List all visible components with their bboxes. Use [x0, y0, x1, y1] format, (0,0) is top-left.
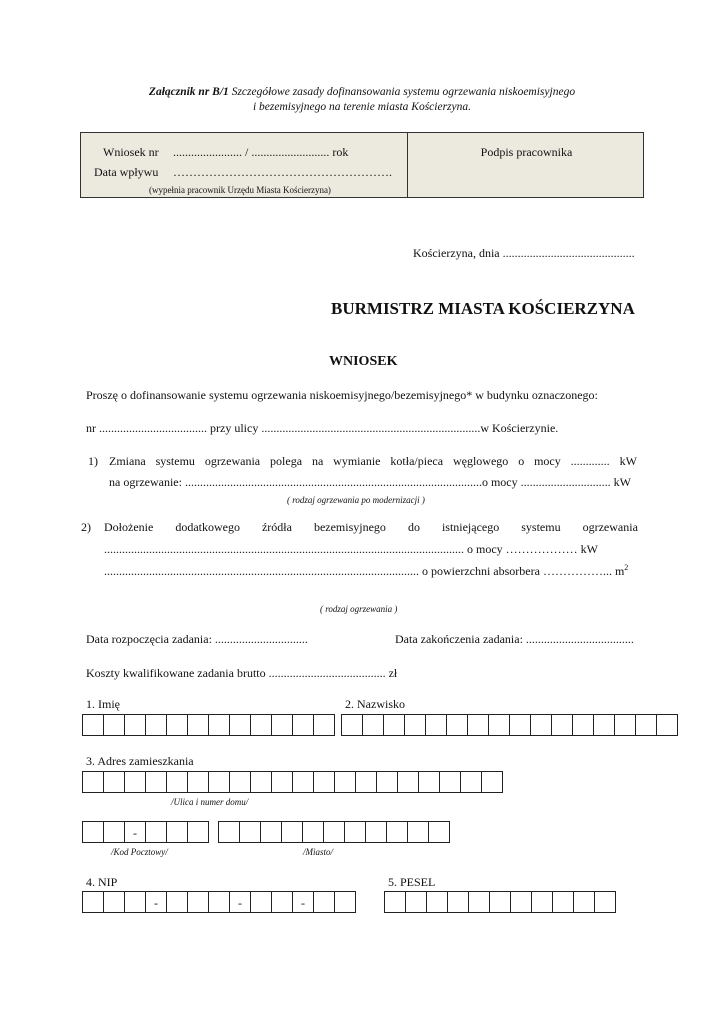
- postal-code-boxes[interactable]: [82, 821, 209, 843]
- char-box[interactable]: [447, 891, 469, 913]
- char-box[interactable]: [313, 771, 335, 793]
- char-box[interactable]: [530, 714, 552, 736]
- option2-word: bezemisyjnego: [313, 520, 386, 534]
- char-box[interactable]: [572, 714, 594, 736]
- char-box[interactable]: [439, 771, 461, 793]
- char-box[interactable]: [82, 891, 104, 913]
- building-address-field[interactable]: nr .................................... przy ulicy .........................................................................w Kościerzynie.: [86, 421, 559, 435]
- office-note: (wypełnia pracownik Urzędu Miasta Kościerzyna): [149, 185, 331, 195]
- char-box[interactable]: [509, 714, 531, 736]
- char-box[interactable]: [103, 771, 125, 793]
- char-box[interactable]: [82, 714, 104, 736]
- end-date-field[interactable]: Data zakończenia zadania: ....................................: [395, 632, 634, 646]
- char-box[interactable]: [334, 771, 356, 793]
- option2-word: ogrzewania: [582, 520, 638, 534]
- char-box[interactable]: [166, 714, 188, 736]
- option2-word: systemu: [521, 520, 561, 534]
- char-box[interactable]: [250, 771, 272, 793]
- char-box[interactable]: [510, 891, 532, 913]
- char-box[interactable]: [208, 891, 230, 913]
- received-date-field[interactable]: ……………………………………………….: [173, 165, 392, 179]
- pesel-label: 5. PESEL: [388, 875, 436, 889]
- option1-word: ogrzewania: [204, 454, 261, 468]
- char-box[interactable]: [82, 821, 104, 843]
- char-box[interactable]: [362, 714, 384, 736]
- char-box[interactable]: [341, 714, 363, 736]
- char-box[interactable]: [614, 714, 636, 736]
- option1-line1: [109, 454, 637, 469]
- city-boxes[interactable]: [218, 821, 450, 843]
- char-box[interactable]: [281, 821, 303, 843]
- eligible-costs-field[interactable]: Koszty kwalifikowane zadania brutto ....................................... zł: [86, 666, 398, 680]
- char-box[interactable]: [405, 891, 427, 913]
- char-box[interactable]: [208, 771, 230, 793]
- char-box[interactable]: [376, 771, 398, 793]
- last-name-label: 2. Nazwisko: [345, 697, 405, 711]
- char-box[interactable]: [635, 714, 657, 736]
- char-box[interactable]: [292, 771, 314, 793]
- addressee: BURMISTRZ MIASTA KOŚCIERZYNA: [331, 299, 635, 318]
- char-box[interactable]: [103, 891, 125, 913]
- postal-code-caption: /Kod Pocztowy/: [111, 847, 168, 857]
- last-name-boxes[interactable]: [341, 714, 678, 736]
- char-box[interactable]: [418, 771, 440, 793]
- char-box[interactable]: [124, 891, 146, 913]
- char-box[interactable]: [656, 714, 678, 736]
- option2-word: istniejącego: [441, 520, 500, 534]
- annex-label: Załącznik nr B/1: [148, 86, 229, 98]
- option1-word: na: [311, 454, 324, 468]
- char-box[interactable]: [313, 891, 335, 913]
- char-box[interactable]: [124, 714, 146, 736]
- char-box[interactable]: [302, 821, 324, 843]
- square-unit-sup: 2: [624, 563, 629, 572]
- char-box[interactable]: [446, 714, 468, 736]
- char-box[interactable]: [323, 821, 345, 843]
- char-box[interactable]: [166, 821, 188, 843]
- option1-word: systemu: [155, 454, 195, 468]
- char-box[interactable]: [103, 821, 125, 843]
- char-box[interactable]: [428, 821, 450, 843]
- application-number-label: Wniosek nr: [103, 145, 159, 159]
- option1-word: polega: [270, 454, 303, 468]
- char-box[interactable]: [594, 891, 616, 913]
- char-box[interactable]: [229, 771, 251, 793]
- absorber-area-text: ......................................................................................................... o powierzchni absorbera ……………... m: [104, 564, 625, 578]
- char-box[interactable]: [355, 771, 377, 793]
- char-box[interactable]: [145, 771, 167, 793]
- char-box[interactable]: [260, 821, 282, 843]
- start-date-field[interactable]: Data rozpoczęcia zadania: ...............................: [86, 632, 308, 646]
- postal-dash: -: [124, 821, 146, 843]
- char-box[interactable]: [187, 821, 209, 843]
- first-name-boxes[interactable]: [82, 714, 335, 736]
- nip-dash: -: [229, 891, 251, 913]
- char-box[interactable]: [481, 771, 503, 793]
- form-title: WNIOSEK: [329, 354, 398, 369]
- char-box[interactable]: [489, 891, 511, 913]
- request-line1: Proszę o dofinansowanie systemu ogrzewania niskoemisyjnego/bezemisyjnego* w budynku oznaczonego:: [86, 388, 598, 402]
- char-box[interactable]: [166, 891, 188, 913]
- char-box[interactable]: [407, 821, 429, 843]
- char-box[interactable]: [425, 714, 447, 736]
- char-box[interactable]: [365, 821, 387, 843]
- char-box[interactable]: [404, 714, 426, 736]
- option1-word: wymianie: [333, 454, 381, 468]
- new-heating-field[interactable]: na ogrzewanie: ...................................................................................................o mocy .............................. kW: [109, 475, 631, 489]
- option1-word: węglowego: [452, 454, 509, 468]
- option2-caption: ( rodzaj ogrzewania ): [320, 604, 398, 614]
- box-divider: [407, 133, 408, 197]
- office-use-box: [80, 132, 644, 198]
- address-label: 3. Adres zamieszkania: [86, 754, 194, 768]
- char-box[interactable]: [145, 821, 167, 843]
- char-box[interactable]: [460, 771, 482, 793]
- option2-word: do: [407, 520, 420, 534]
- char-box[interactable]: [124, 771, 146, 793]
- char-box[interactable]: [187, 891, 209, 913]
- char-box[interactable]: [187, 714, 209, 736]
- first-name-label: 1. Imię: [86, 697, 120, 711]
- annex-title: [0, 86, 724, 98]
- option2-line1: [104, 520, 638, 535]
- nip-dash: -: [292, 891, 314, 913]
- char-box[interactable]: [467, 714, 489, 736]
- char-box[interactable]: [313, 714, 335, 736]
- char-box[interactable]: [344, 821, 366, 843]
- char-box[interactable]: [386, 821, 408, 843]
- char-box[interactable]: [166, 771, 188, 793]
- option1-word: kW: [619, 454, 637, 468]
- char-box[interactable]: [239, 821, 261, 843]
- char-box[interactable]: [271, 891, 293, 913]
- char-box[interactable]: [229, 714, 251, 736]
- street-boxes[interactable]: [82, 771, 503, 793]
- char-box[interactable]: [383, 714, 405, 736]
- nip-dash: -: [145, 891, 167, 913]
- option2-word: źródła: [261, 520, 292, 534]
- option1-word: Zmiana: [109, 454, 146, 468]
- char-box[interactable]: [531, 891, 553, 913]
- additional-source-power-field[interactable]: ........................................................................................................................ o mocy ……………… kW: [104, 542, 598, 556]
- char-box[interactable]: [334, 891, 356, 913]
- char-box[interactable]: [103, 714, 125, 736]
- char-box[interactable]: [82, 771, 104, 793]
- employee-signature-label: Podpis pracownika: [480, 145, 573, 159]
- char-box[interactable]: [208, 714, 230, 736]
- annex-title-line1: Szczegółowe zasady dofinansowania systemu ogrzewania niskoemisyjnego: [231, 86, 576, 98]
- option1-word: o: [518, 454, 525, 468]
- old-boiler-power-field[interactable]: .............: [570, 454, 610, 468]
- char-box[interactable]: [250, 891, 272, 913]
- char-box[interactable]: [397, 771, 419, 793]
- char-box[interactable]: [145, 714, 167, 736]
- char-box[interactable]: [573, 891, 595, 913]
- option2-number: 2): [81, 520, 91, 534]
- char-box[interactable]: [271, 771, 293, 793]
- nip-boxes[interactable]: [82, 891, 356, 913]
- option1-caption: ( rodzaj ogrzewania po modernizacji ): [287, 495, 425, 505]
- char-box[interactable]: [271, 714, 293, 736]
- char-box[interactable]: [426, 891, 448, 913]
- absorber-area-field[interactable]: [104, 563, 628, 579]
- option2-word: dodatkowego: [175, 520, 240, 534]
- received-date-label: Data wpływu: [94, 165, 159, 179]
- place-date-field[interactable]: Kościerzyna, dnia ............................................: [413, 246, 635, 260]
- option1-number: 1): [88, 454, 98, 468]
- char-box[interactable]: [384, 891, 406, 913]
- street-caption: /Ulica i numer domu/: [171, 797, 249, 807]
- char-box[interactable]: [218, 821, 240, 843]
- nip-label: 4. NIP: [86, 875, 118, 889]
- char-box[interactable]: [593, 714, 615, 736]
- char-box[interactable]: [187, 771, 209, 793]
- char-box[interactable]: [292, 714, 314, 736]
- pesel-boxes[interactable]: [384, 891, 616, 913]
- option2-word: Dołożenie: [104, 520, 154, 534]
- char-box[interactable]: [488, 714, 510, 736]
- city-caption: /Miasto/: [303, 847, 334, 857]
- option1-word: mocy: [534, 454, 561, 468]
- char-box[interactable]: [468, 891, 490, 913]
- char-box[interactable]: [250, 714, 272, 736]
- annex-title-line2: i bezemisyjnego na terenie miasta Kościerzyna.: [252, 101, 472, 113]
- char-box[interactable]: [552, 891, 574, 913]
- char-box[interactable]: [551, 714, 573, 736]
- option1-word: kotła/pieca: [390, 454, 444, 468]
- application-number-field[interactable]: ....................... / .......................... rok: [173, 145, 349, 159]
